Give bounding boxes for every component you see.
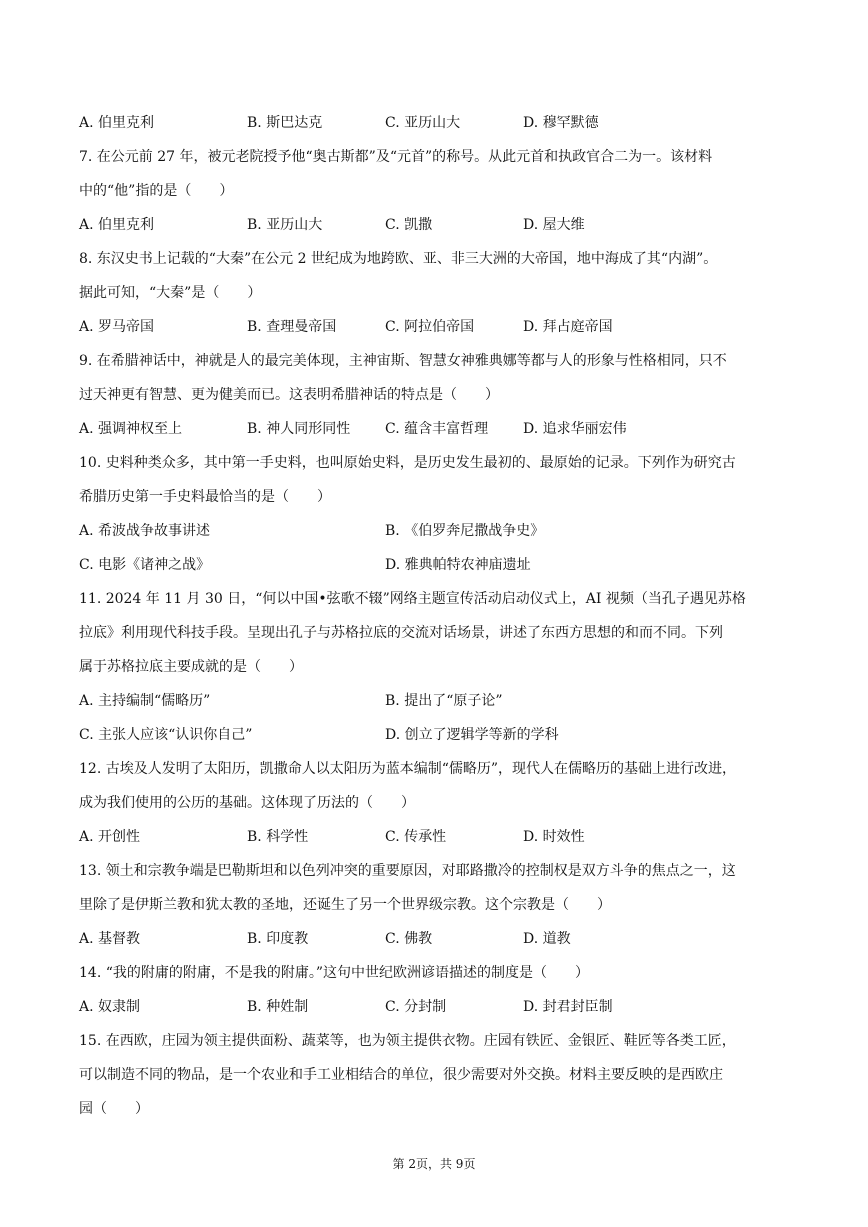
q9-option-c: C. 蕴含丰富哲理	[385, 421, 489, 437]
q6-option-d: D. 穆罕默德	[523, 115, 599, 131]
q13-option-a: A. 基督教	[79, 931, 141, 947]
q7-option-c: C. 凯撒	[385, 217, 433, 233]
q14-option-d: D. 封君封臣制	[523, 999, 613, 1015]
q14-option-a: A. 奴隶制	[79, 999, 141, 1015]
q10-option-a: A. 希波战争故事讲述	[79, 523, 211, 539]
q12-option-a: A. 开创性	[79, 829, 141, 845]
q7-option-b: B. 亚历山大	[247, 217, 323, 233]
q13-option-c: C. 佛教	[385, 931, 433, 947]
q10-stem-line-1: 10. 史料种类众多，其中第一手史料，也叫原始史料，是历史发生最初的、最原始的记录。下列作为研究古	[79, 455, 736, 471]
q8-option-b: B. 查理曼帝国	[247, 319, 337, 335]
q11-stem-line-2: 拉底》利用现代科技手段。呈现出孔子与苏格拉底的交流对话场景，讲述了东西方思想的和而不同。下列	[79, 625, 723, 641]
q9-option-b: B. 神人同形同性	[247, 421, 351, 437]
q11-stem-line-1: 11. 2024 年 11 月 30 日，“何以中国•弦歌不辍”网络主题宣传活动启动仪式上，AI 视频（当孔子遇见苏格	[79, 591, 746, 607]
q12-option-b: B. 科学性	[247, 829, 309, 845]
q8-option-a: A. 罗马帝国	[79, 319, 155, 335]
q7-stem-line-2: 中的“他”指的是（ ）	[79, 183, 234, 199]
q10-option-c: C. 电影《诸神之战》	[79, 557, 211, 573]
q15-stem-line-2: 可以制造不同的物品，是一个农业和手工业相结合的单位，很少需要对外交换。材料主要反映的是西欧庄	[79, 1067, 723, 1083]
q11-option-d: D. 创立了逻辑学等新的学科	[385, 727, 559, 743]
q15-stem-line-3: 园（ ）	[79, 1101, 149, 1117]
q8-option-c: C. 阿拉伯帝国	[385, 319, 475, 335]
q12-option-c: C. 传承性	[385, 829, 447, 845]
q13-option-d: D. 道教	[523, 931, 571, 947]
q11-option-b: B. 提出了“原子论”	[385, 693, 503, 709]
q11-option-a: A. 主持编制“儒略历”	[79, 693, 211, 709]
q8-stem-line-2: 据此可知，“大秦”是（ ）	[79, 285, 262, 301]
q10-stem-line-2: 希腊历史第一手史料最恰当的是（ ）	[79, 489, 331, 505]
q14-option-b: B. 种姓制	[247, 999, 309, 1015]
q7-option-a: A. 伯里克利	[79, 217, 155, 233]
q7-stem-line-1: 7. 在公元前 27 年，被元老院授予他“奥古斯都”及“元首”的称号。从此元首和执政官合二为一。该材料	[79, 149, 713, 165]
q11-option-c: C. 主张人应该“认识你自己”	[79, 727, 253, 743]
q14-stem-line-1: 14. “我的附庸的附庸，不是我的附庸。”这句中世纪欧洲谚语描述的制度是（ ）	[79, 965, 590, 981]
q13-option-b: B. 印度教	[247, 931, 309, 947]
q9-option-d: D. 追求华丽宏伟	[523, 421, 627, 437]
q9-option-a: A. 强调神权至上	[79, 421, 183, 437]
q9-stem-line-1: 9. 在希腊神话中，神就是人的最完美体现，主神宙斯、智慧女神雅典娜等都与人的形象与性格相同，只不	[79, 353, 727, 369]
q6-option-b: B. 斯巴达克	[247, 115, 323, 131]
q6-option-a: A. 伯里克利	[79, 115, 155, 131]
q14-option-c: C. 分封制	[385, 999, 447, 1015]
q15-stem-line-1: 15. 在西欧，庄园为领主提供面粉、蔬菜等，也为领主提供衣物。庄园有铁匠、金银匠、鞋匠等各类工匠，	[79, 1033, 736, 1049]
q13-stem-line-1: 13. 领土和宗教争端是巴勒斯坦和以色列冲突的重要原因，对耶路撒冷的控制权是双方斗争的焦点之一，这	[79, 863, 736, 879]
q10-option-d: D. 雅典帕特农神庙遗址	[385, 557, 531, 573]
q8-option-d: D. 拜占庭帝国	[523, 319, 613, 335]
q12-stem-line-2: 成为我们使用的公历的基础。这体现了历法的（ ）	[79, 795, 415, 811]
q8-stem-line-1: 8. 东汉史书上记载的“大秦”在公元 2 世纪成为地跨欧、亚、非三大洲的大帝国，地中海成了其“内湖”。	[79, 251, 718, 267]
q9-stem-line-2: 过天神更有智慧、更为健美而已。这表明希腊神话的特点是（ ）	[79, 387, 499, 403]
q6-option-c: C. 亚历山大	[385, 115, 461, 131]
q12-option-d: D. 时效性	[523, 829, 585, 845]
q11-stem-line-3: 属于苏格拉底主要成就的是（ ）	[79, 659, 303, 675]
q7-option-d: D. 屋大维	[523, 217, 585, 233]
q13-stem-line-2: 里除了是伊斯兰教和犹太教的圣地，还诞生了另一个世界级宗教。这个宗教是（ ）	[79, 897, 611, 913]
page-footer: 第 2页，共 9页	[392, 1157, 476, 1171]
q10-option-b: B. 《伯罗奔尼撒战争史》	[385, 523, 545, 539]
q12-stem-line-1: 12. 古埃及人发明了太阳历，凯撒命人以太阳历为蓝本编制“儒略历”，现代人在儒略历的基础上进行改进，	[79, 761, 737, 777]
